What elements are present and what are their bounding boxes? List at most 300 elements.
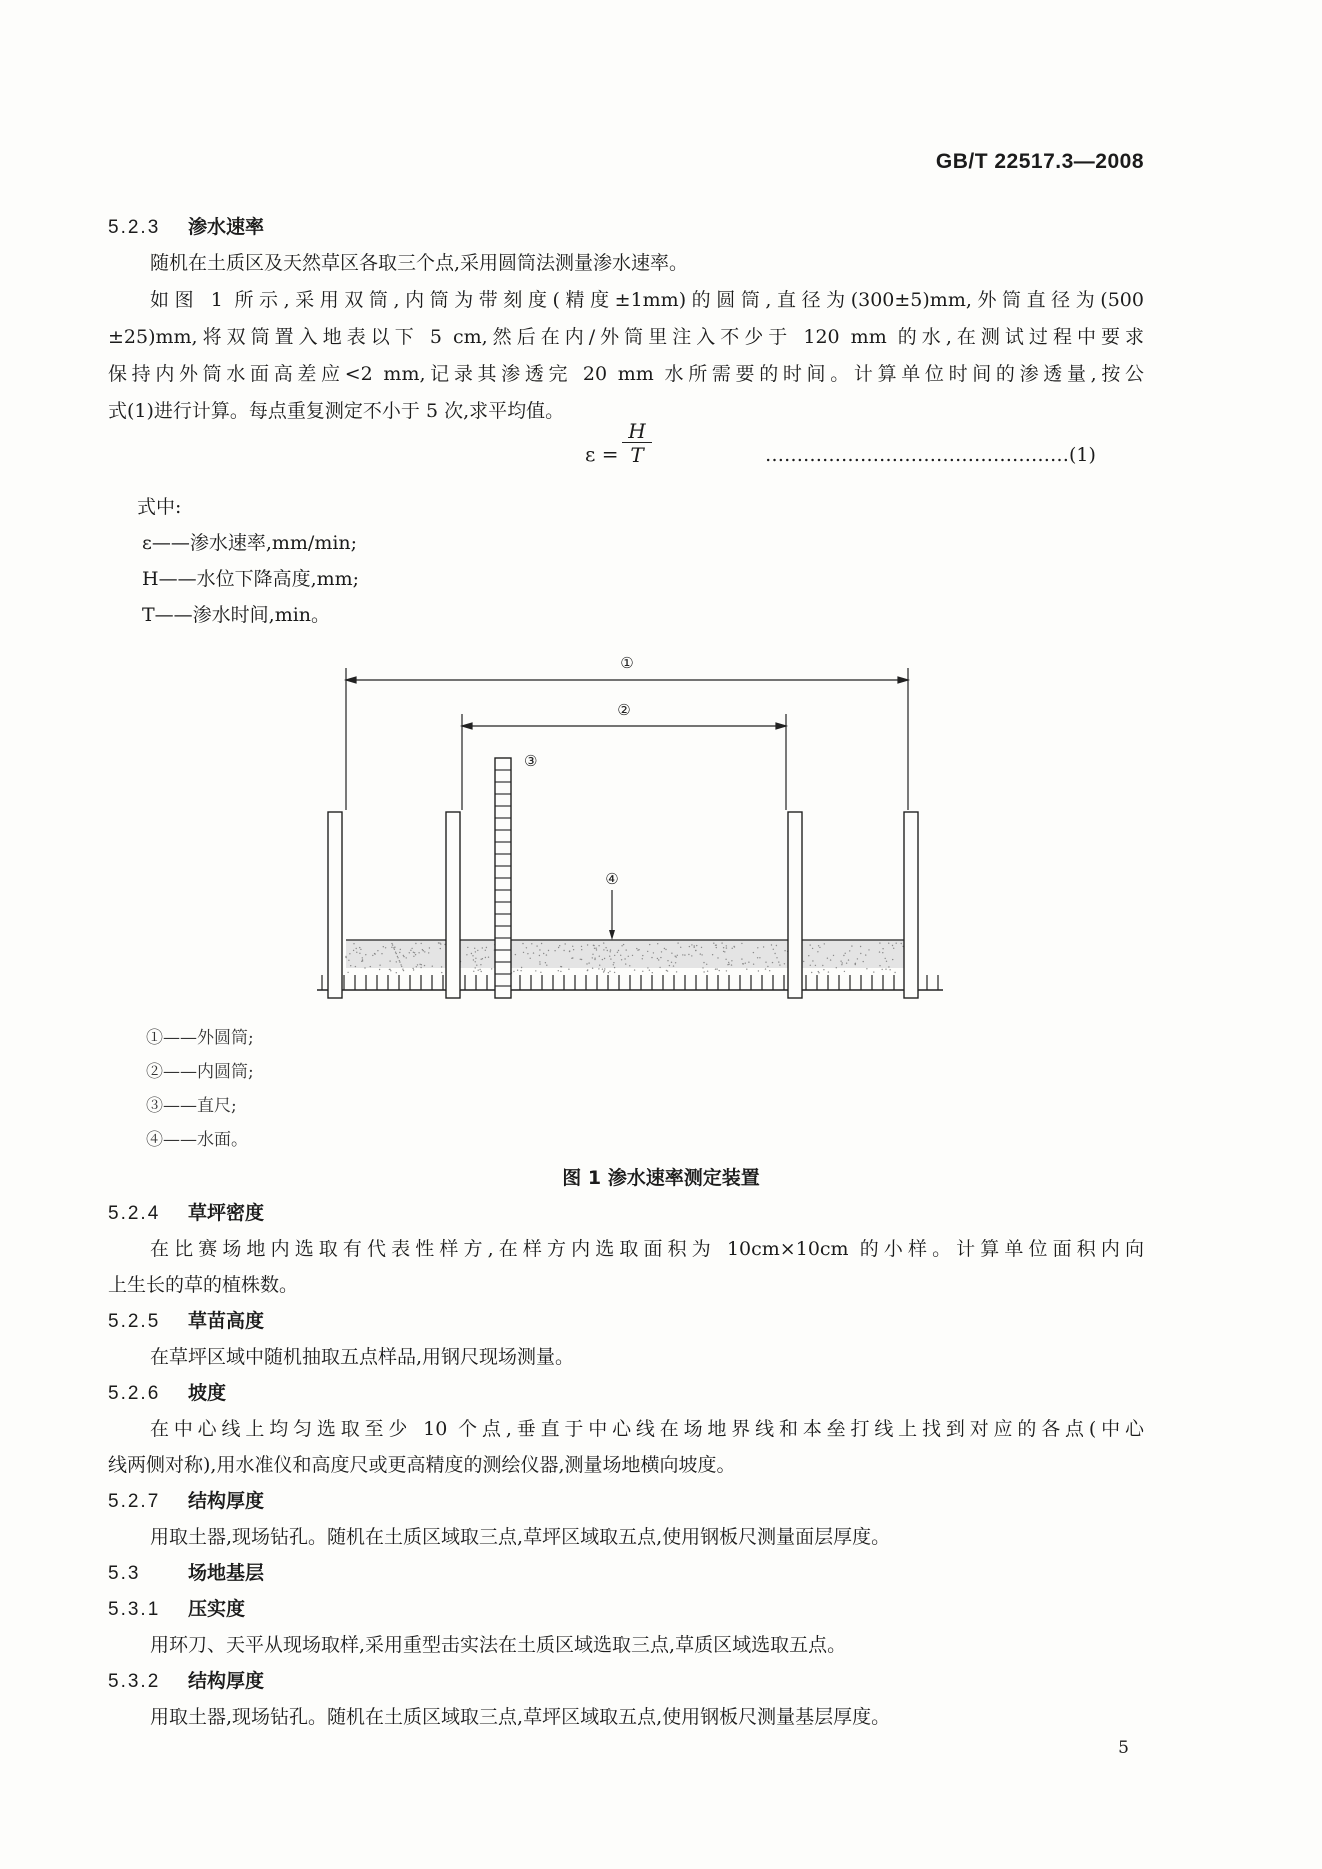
section-5-2-3-heading <box>108 212 264 239</box>
soil-stipple <box>482 947 483 948</box>
soil-stipple <box>560 966 561 967</box>
soil-stipple <box>717 957 718 958</box>
soil-stipple <box>594 959 595 960</box>
soil-stipple <box>896 943 897 944</box>
soil-stipple <box>851 945 852 946</box>
paragraph-line: 上生长的草的植株数。 <box>108 1274 299 1296</box>
soil-stipple <box>822 965 823 966</box>
section-title: 压实度 <box>188 1598 246 1620</box>
soil-stipple <box>604 968 605 969</box>
soil-stipple <box>345 956 346 957</box>
soil-stipple <box>419 964 420 965</box>
soil-stipple <box>885 958 886 959</box>
soil-stipple <box>397 957 398 958</box>
section-5-3-2-heading <box>108 1666 264 1693</box>
soil-stipple <box>594 948 595 949</box>
soil-stipple <box>653 952 654 953</box>
soil-stipple <box>618 950 619 951</box>
soil-stipple <box>416 966 417 967</box>
section-number: 5.3.2 <box>108 1671 161 1692</box>
soil-stipple <box>415 954 416 955</box>
paragraph-line: 式(1)进行计算。每点重复测定不小于 5 次,求平均值。 <box>108 400 565 422</box>
soil-stipple <box>415 943 416 944</box>
soil-stipple <box>836 967 837 968</box>
soil-stipple <box>700 953 701 954</box>
soil-stipple <box>638 949 639 950</box>
soil-stipple <box>671 962 672 963</box>
soil-stipple <box>424 965 425 966</box>
section-number: 5.2.5 <box>108 1311 161 1332</box>
soil-stipple <box>860 946 861 947</box>
soil-stipple <box>471 953 472 954</box>
soil-stipple <box>647 951 648 952</box>
soil-stipple <box>535 970 536 971</box>
soil-stipple <box>706 964 707 965</box>
soil-stipple <box>833 955 834 956</box>
soil-stipple <box>889 969 890 970</box>
soil-stipple <box>771 944 772 945</box>
soil-stipple <box>413 952 414 953</box>
callout-4: ④ <box>605 870 619 888</box>
soil-stipple <box>684 954 685 955</box>
soil-stipple <box>614 955 615 956</box>
soil-stipple <box>844 971 845 972</box>
soil-stipple <box>596 949 597 950</box>
soil-stipple <box>731 964 732 965</box>
soil-stipple <box>892 945 893 946</box>
soil-stipple <box>479 969 480 970</box>
soil-stipple <box>559 945 560 946</box>
soil-stipple <box>779 964 780 965</box>
soil-stipple <box>609 971 610 972</box>
soil-stipple <box>347 972 348 973</box>
section-number: 5.2.4 <box>108 1203 161 1224</box>
soil-stipple <box>379 965 380 966</box>
paragraph-line: 线两侧对称),用水准仪和高度尺或更高精度的测绘仪器,测量场地横向坡度。 <box>108 1454 736 1476</box>
soil-stipple <box>778 961 779 962</box>
soil-stipple <box>830 959 831 960</box>
soil-stipple <box>428 952 429 953</box>
soil-stipple <box>657 958 658 959</box>
soil-stipple <box>569 950 570 951</box>
page-number: 5 <box>1118 1738 1129 1758</box>
soil-stipple <box>598 945 599 946</box>
soil-stipple <box>691 955 692 956</box>
soil-stipple <box>723 951 724 952</box>
soil-stipple <box>703 962 704 963</box>
soil-stipple <box>395 952 396 953</box>
soil-stipple <box>438 942 439 943</box>
soil-stipple <box>478 970 479 971</box>
soil-stipple <box>560 971 561 972</box>
soil-stipple <box>540 972 541 973</box>
soil-stipple <box>374 953 375 954</box>
soil-stipple <box>765 962 766 963</box>
soil-stipple <box>882 969 883 970</box>
soil-stipple <box>355 966 356 967</box>
soil-stipple <box>546 965 547 966</box>
legend-item: ①——外圆筒; <box>146 1028 254 1048</box>
soil-stipple <box>772 962 773 963</box>
soil-stipple <box>695 950 696 951</box>
soil-stipple <box>652 972 653 973</box>
section-5-2-6-heading <box>108 1378 226 1405</box>
soil-stipple <box>642 958 643 959</box>
soil-stipple <box>466 954 467 955</box>
soil-stipple <box>521 967 522 968</box>
soil-stipple <box>857 958 858 959</box>
soil-stipple <box>827 958 828 959</box>
soil-stipple <box>649 944 650 945</box>
soil-stipple <box>362 959 363 960</box>
soil-stipple <box>675 962 676 963</box>
section-number: 5.2.6 <box>108 1383 161 1404</box>
soil-stipple <box>621 959 622 960</box>
soil-stipple <box>515 954 516 955</box>
soil-stipple <box>592 968 593 969</box>
soil-stipple <box>400 949 401 950</box>
soil-stipple <box>726 945 727 946</box>
soil-stipple <box>474 948 475 949</box>
soil-stipple <box>659 967 660 968</box>
soil-stipple <box>812 948 813 949</box>
soil-stipple <box>855 964 856 965</box>
soil-stipple <box>545 962 546 963</box>
soil-stipple <box>481 959 482 960</box>
soil-stipple <box>390 970 391 971</box>
soil-stipple <box>541 943 542 944</box>
soil-stipple <box>491 968 492 969</box>
soil-stipple <box>607 950 608 951</box>
soil-stipple <box>882 952 883 953</box>
soil-stipple <box>594 958 595 959</box>
soil-stipple <box>423 950 424 951</box>
callout-3: ③ <box>524 752 538 770</box>
soil-stipple <box>558 947 559 948</box>
soil-stipple <box>726 970 727 971</box>
soil-stipple <box>828 971 829 972</box>
soil-stipple <box>715 969 716 970</box>
formula-number: …………………………………………(1) <box>765 444 1096 466</box>
soil-stipple <box>356 952 357 953</box>
soil-stipple <box>397 956 398 957</box>
soil-stipple <box>688 954 689 955</box>
soil-stipple <box>882 948 883 949</box>
soil-stipple <box>399 952 400 953</box>
soil-stipple <box>863 961 864 962</box>
soil-stipple <box>598 968 599 969</box>
soil-stipple <box>517 970 518 971</box>
soil-stipple <box>817 951 818 952</box>
soil-stipple <box>546 954 547 955</box>
soil-stipple <box>664 948 665 949</box>
soil-stipple <box>818 971 819 972</box>
soil-stipple <box>526 947 527 948</box>
soil-stipple <box>689 946 690 947</box>
soil-stipple <box>603 949 604 950</box>
soil-stipple <box>527 953 528 954</box>
soil-stipple <box>614 972 615 973</box>
soil-stipple <box>712 954 713 955</box>
soil-stipple <box>581 949 582 950</box>
soil-stipple <box>621 945 622 946</box>
soil-stipple <box>539 963 540 964</box>
soil-stipple <box>548 950 549 951</box>
soil-stipple <box>677 955 678 956</box>
soil-stipple <box>843 955 844 956</box>
soil-stipple <box>523 952 524 953</box>
soil-stipple <box>599 965 600 966</box>
section-number: 5.2.3 <box>108 217 161 238</box>
soil-stipple <box>385 947 386 948</box>
soil-stipple <box>349 953 350 954</box>
paragraph: 用环刀、天平从现场取样,采用重型击实法在土质区域选取三点,草质区域选取五点。 <box>150 1634 847 1656</box>
soil-stipple <box>707 971 708 972</box>
soil-stipple <box>748 962 749 963</box>
soil-stipple <box>626 949 627 950</box>
soil-stipple <box>629 965 630 966</box>
soil-stipple <box>401 966 402 967</box>
soil-stipple <box>412 968 413 969</box>
soil-stipple <box>391 943 392 944</box>
section-number: 5.2.7 <box>108 1491 161 1512</box>
soil-stipple <box>758 970 759 971</box>
soil-stipple <box>642 955 643 956</box>
callout-2: ② <box>617 701 631 719</box>
inner-cylinder-left-wall <box>446 812 460 998</box>
soil-stipple <box>894 972 895 973</box>
outer-cylinder-left-wall <box>328 812 342 998</box>
soil-stipple <box>879 951 880 952</box>
soil-stipple <box>767 966 768 967</box>
outer-cylinder-right-wall <box>904 812 918 998</box>
soil-stipple <box>741 958 742 959</box>
figure-caption: 图 1 渗水速率测定装置 <box>562 1167 760 1189</box>
soil-stipple <box>628 956 629 957</box>
soil-stipple <box>632 955 633 956</box>
soil-stipple <box>587 970 588 971</box>
soil-stipple <box>586 963 587 964</box>
soil-stipple <box>365 954 366 955</box>
soil-stipple <box>701 947 702 948</box>
soil-stipple <box>353 943 354 944</box>
soil-stipple <box>396 972 397 973</box>
legend-item: ②——内圆筒; <box>146 1062 254 1082</box>
soil-stipple <box>866 968 867 969</box>
paragraph: 随机在土质区及天然草区各取三个点,采用圆筒法测量渗水速率。 <box>150 252 689 274</box>
soil-stipple <box>350 965 351 966</box>
soil-stipple <box>364 967 365 968</box>
soil-stipple <box>530 958 531 959</box>
soil-stipple <box>702 967 703 968</box>
soil-stipple <box>620 955 621 956</box>
section-5-2-7-heading <box>108 1486 264 1513</box>
soil-stipple <box>477 950 478 951</box>
soil-stipple <box>359 947 360 948</box>
soil-stipple <box>392 944 393 945</box>
soil-stipple <box>603 971 604 972</box>
soil-stipple <box>776 957 777 958</box>
soil-stipple <box>604 958 605 959</box>
soil-stipple <box>726 947 727 948</box>
section-title: 渗水速率 <box>188 216 265 238</box>
paragraph-line: 保持内外筒水面高差应<2 mm,记录其渗透完 20 mm 水所需要的时间。计算单位时间的渗透量,按公 <box>108 363 1144 385</box>
soil-stipple <box>696 945 697 946</box>
soil-stipple <box>383 946 384 947</box>
soil-stipple <box>753 964 754 965</box>
inner-cylinder-right-wall <box>788 812 802 998</box>
soil-stipple <box>660 957 661 958</box>
variable-definition: T——渗水时间,min。 <box>142 604 331 626</box>
soil-stipple <box>658 959 659 960</box>
soil-stipple <box>410 950 411 951</box>
soil-stipple <box>580 959 581 960</box>
soil-stipple <box>403 956 404 957</box>
soil-stipple <box>642 971 643 972</box>
soil-stipple <box>414 952 415 953</box>
soil-stipple <box>888 943 889 944</box>
soil-stipple <box>741 943 742 944</box>
soil-stipple <box>846 963 847 964</box>
soil-stipple <box>763 946 764 947</box>
paragraph: 用取土器,现场钻孔。随机在土质区域取三点,草坪区域取五点,使用钢板尺测量面层厚度。 <box>150 1526 891 1548</box>
soil-stipple <box>742 963 743 964</box>
soil-stipple <box>669 965 670 966</box>
soil-stipple <box>667 960 668 961</box>
soil-stipple <box>475 967 476 968</box>
soil-stipple <box>676 956 677 957</box>
soil-stipple <box>522 943 523 944</box>
soil-stipple <box>810 965 811 966</box>
soil-stipple <box>558 970 559 971</box>
soil-stipple <box>769 970 770 971</box>
soil-stipple <box>765 968 766 969</box>
soil-stipple <box>381 953 382 954</box>
soil-stipple <box>592 954 593 955</box>
paragraph-line: ±25)mm,将双筒置入地表以下 5 cm,然后在内/外筒里注入不少于 120 mm 的水,在测试过程中要求 <box>108 326 1144 348</box>
soil-stipple <box>543 953 544 954</box>
soil-stipple <box>473 959 474 960</box>
soil-stipple <box>353 950 354 951</box>
soil-stipple <box>379 969 380 970</box>
soil-stipple <box>441 972 442 973</box>
soil-stipple <box>539 955 540 956</box>
soil-stipple <box>572 946 573 947</box>
soil-stipple <box>879 965 880 966</box>
soil-stipple <box>719 970 720 971</box>
soil-stipple <box>716 968 717 969</box>
variable-definition: H——水位下降高度,mm; <box>142 568 360 590</box>
soil-stipple <box>721 942 722 943</box>
paragraph-line: 在比赛场地内选取有代表性样方,在样方内选取面积为 10cm×10cm 的小样。计算单位面积内向 <box>150 1238 1144 1260</box>
soil-stipple <box>593 945 594 946</box>
soil-stipple <box>439 942 440 943</box>
soil-stipple <box>840 961 841 962</box>
soil-stipple <box>746 969 747 970</box>
soil-stipple <box>488 957 489 958</box>
soil-stipple <box>757 947 758 948</box>
soil-stipple <box>539 961 540 962</box>
soil-stipple <box>417 964 418 965</box>
soil-stipple <box>610 958 611 959</box>
soil-stipple <box>599 956 600 957</box>
soil-stipple <box>725 959 726 960</box>
soil-stipple <box>841 964 842 965</box>
section-5-2-5-heading <box>108 1306 264 1333</box>
section-title: 草坪密度 <box>188 1202 265 1224</box>
soil-stipple <box>394 947 395 948</box>
soil-stipple <box>399 960 400 961</box>
soil-stipple <box>581 946 582 947</box>
soil-stipple <box>691 944 692 945</box>
soil-stipple <box>603 942 604 943</box>
soil-stipple <box>361 961 362 962</box>
soil-stipple <box>406 957 407 958</box>
soil-stipple <box>485 950 486 951</box>
soil-stipple <box>873 971 874 972</box>
soil-stipple <box>554 950 555 951</box>
soil-stipple <box>520 970 521 971</box>
soil-stipple <box>784 950 785 951</box>
soil-stipple <box>533 952 534 953</box>
formula-numerator: H <box>622 420 652 443</box>
soil-stipple <box>634 969 635 970</box>
soil-stipple <box>485 957 486 958</box>
soil-stipple <box>667 970 668 971</box>
soil-stipple <box>610 951 611 952</box>
soil-stipple <box>617 952 618 953</box>
soil-stipple <box>362 957 363 958</box>
callout-1: ① <box>620 654 634 672</box>
soil-stipple <box>605 947 606 948</box>
soil-stipple <box>476 965 477 966</box>
soil-stipple <box>676 971 677 972</box>
soil-stipple <box>602 969 603 970</box>
legend-item: ③——直尺; <box>146 1096 237 1116</box>
variable-definition: ε——渗水速率,mm/min; <box>142 532 358 554</box>
soil-stipple <box>647 967 648 968</box>
soil-stipple <box>372 955 373 956</box>
soil-stipple <box>625 963 626 964</box>
soil-stipple <box>623 944 624 945</box>
soil-stipple <box>418 952 419 953</box>
soil-stipple <box>885 969 886 970</box>
soil-stipple <box>860 953 861 954</box>
where-label: 式中: <box>137 496 182 518</box>
soil-stipple <box>588 962 589 963</box>
soil-stipple <box>812 960 813 961</box>
soil-stipple <box>513 971 514 972</box>
soil-stipple <box>581 959 582 960</box>
soil-stipple <box>402 969 403 970</box>
legend-item: ④——水面。 <box>146 1130 248 1150</box>
soil-stipple <box>608 972 609 973</box>
soil-stipple <box>602 959 603 960</box>
soil-stipple <box>671 953 672 954</box>
paragraph-line: 在中心线上均匀选取至少 10 个点,垂直于中心线在场地界线和本垒打线上找到对应的各点(中心 <box>150 1418 1144 1440</box>
section-5-3-1-heading <box>108 1594 245 1621</box>
soil-stipple <box>424 951 425 952</box>
soil-stipple <box>473 971 474 972</box>
soil-stipple <box>420 967 421 968</box>
soil-stipple <box>673 965 674 966</box>
soil-stipple <box>701 954 702 955</box>
soil-stipple <box>901 943 902 944</box>
soil-stipple <box>624 958 625 959</box>
soil-stipple <box>396 961 397 962</box>
soil-stipple <box>480 964 481 965</box>
soil-stipple <box>694 945 695 946</box>
